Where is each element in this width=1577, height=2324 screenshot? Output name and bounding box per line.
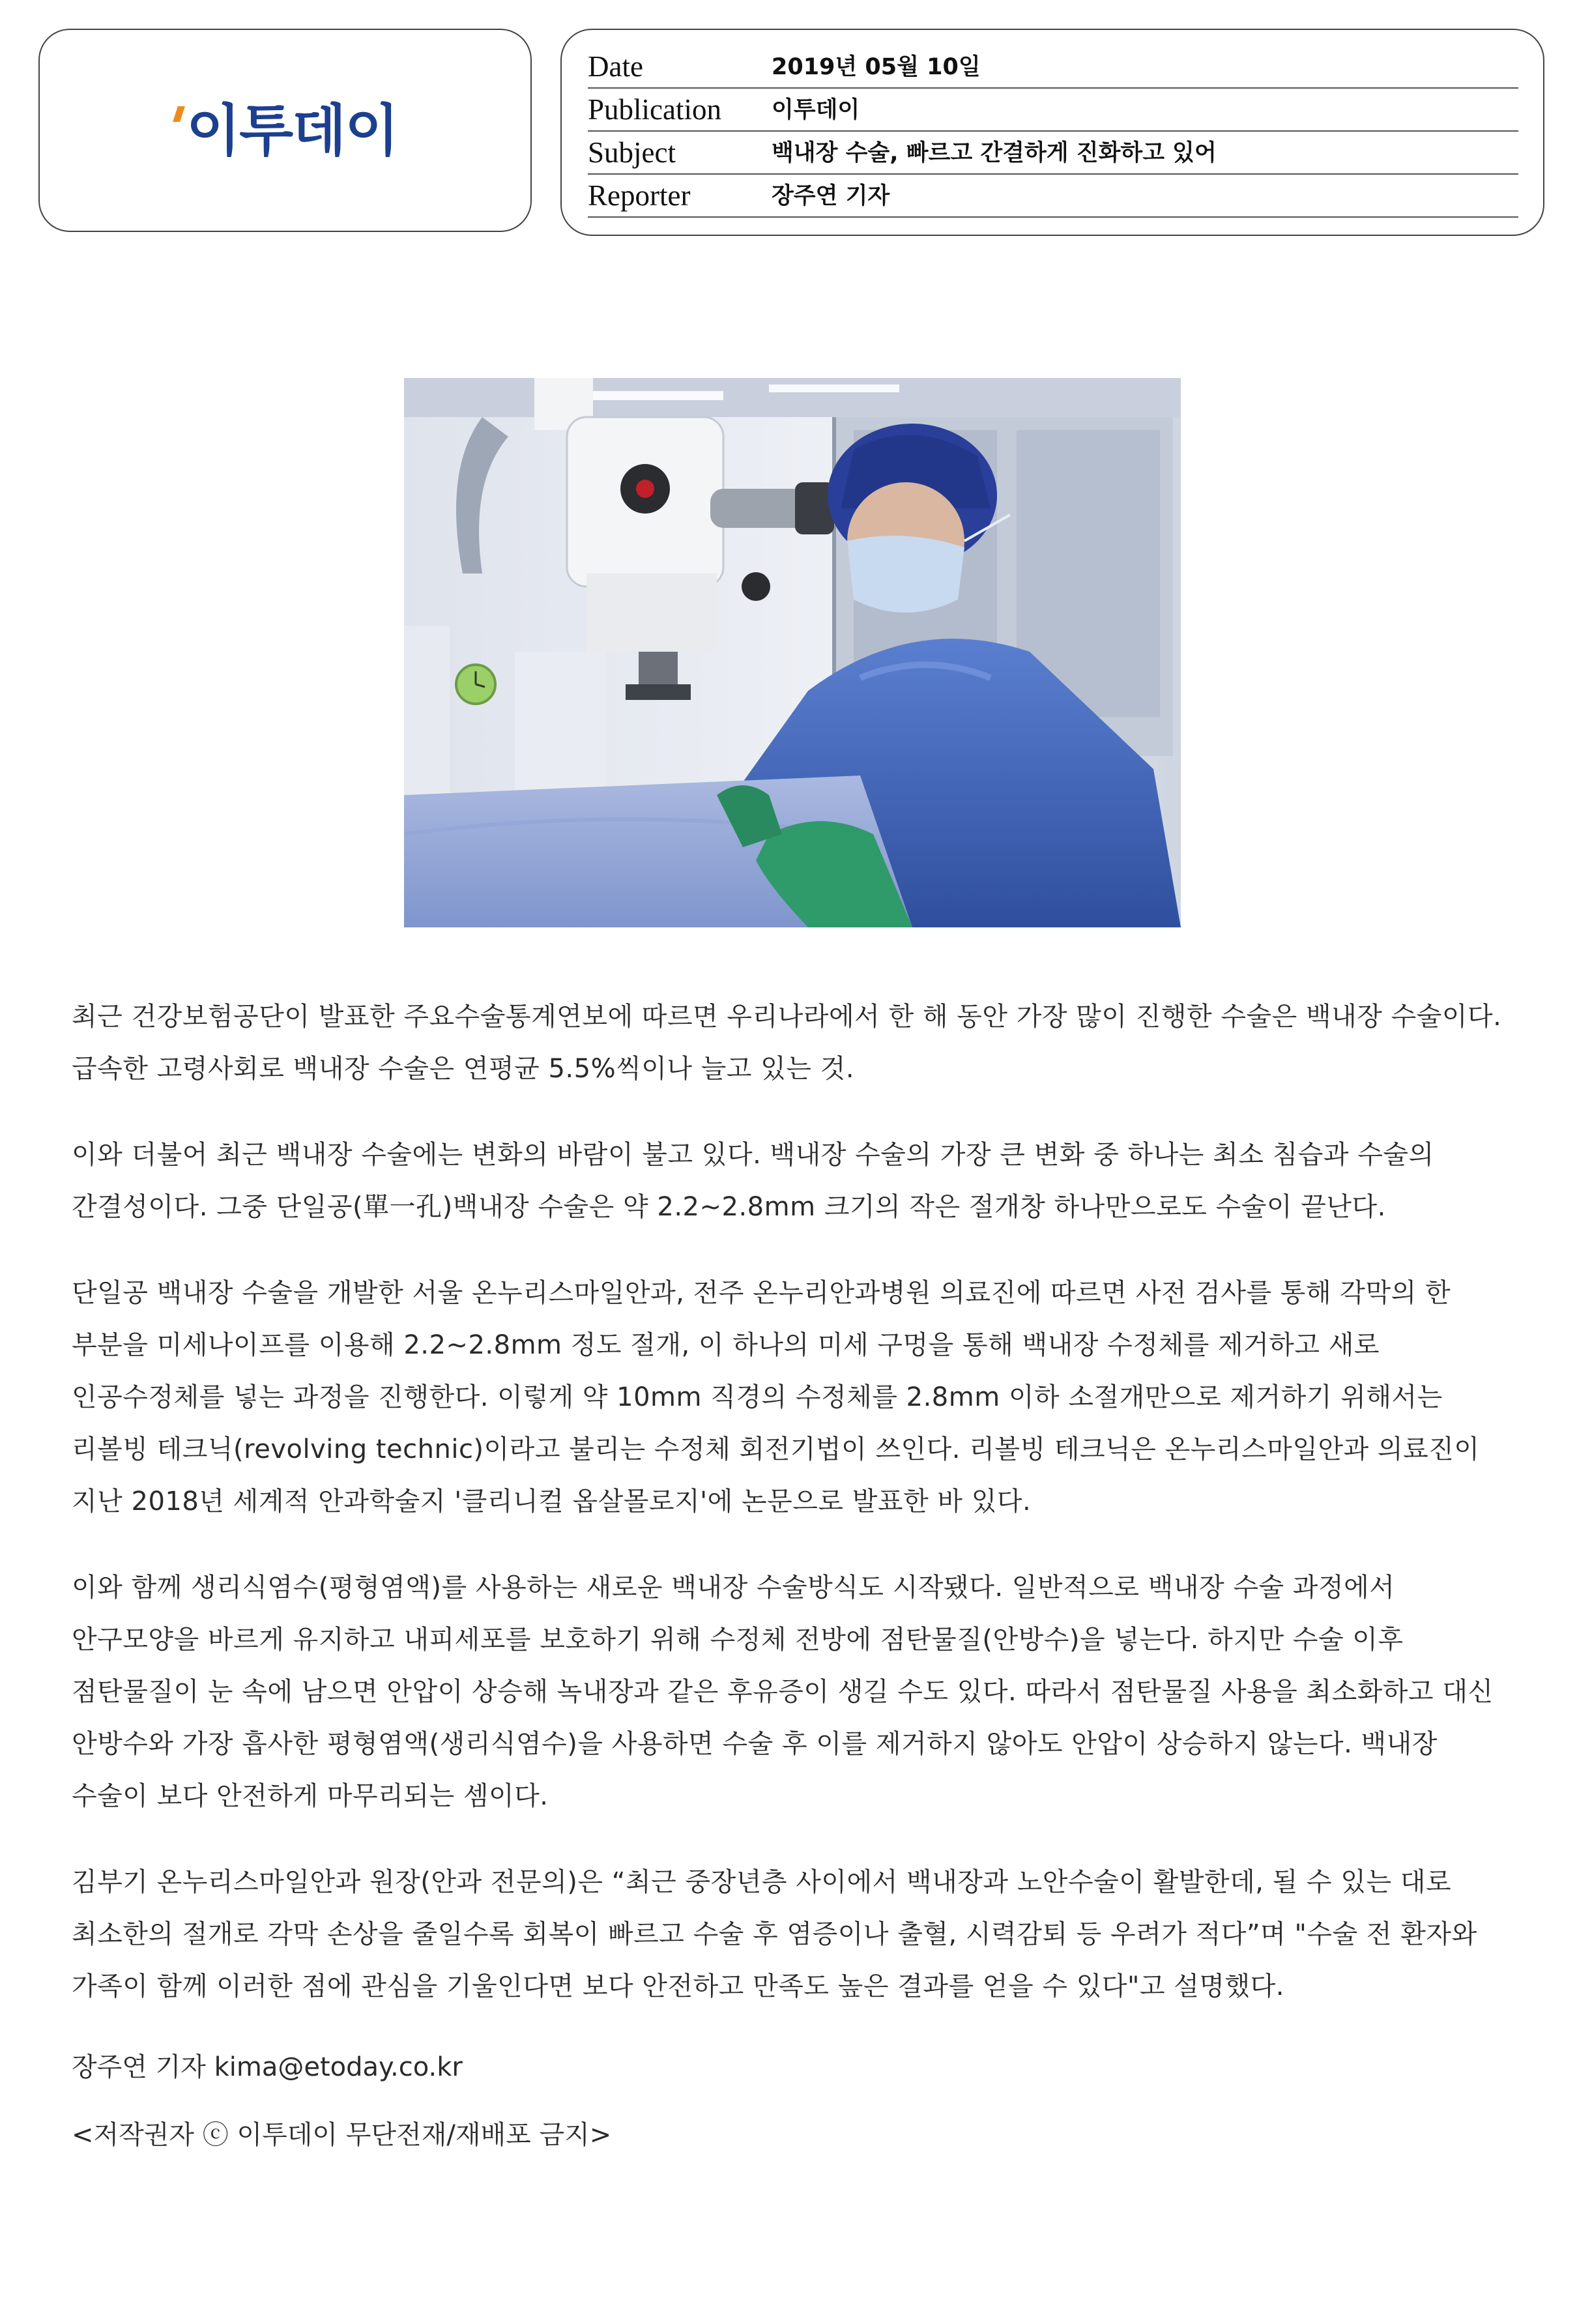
meta-value-subject: 백내장 수술, 빠르고 간결하게 진화하고 있어 [772,140,1217,166]
meta-value-reporter: 장주연 기자 [772,183,890,209]
meta-label: Subject [588,136,676,169]
article-paragraph: 이와 더불어 최근 백내장 수술에는 변화의 바람이 불고 있다. 백내장 수술의 가장 큰 변화 중 하나는 최소 침습과 수술의 간결성이다. 그중 단일공(單一孔)백내장 수술은 약 2.2~2.8mm 크기의 작은 절개창 하나만으로도 수술이 끝난다. [72,1140,1434,1222]
article-paragraph: 김부기 온누리스마일안과 원장(안과 전문의)은 “최근 중장년층 사이에서 백내장과 노안수술이 활발한데, 될 수 있는 대로 최소한의 절개로 각막 손상을 줄일수록 회복이 빠르고 수술 후 염증이나 출혈, 시력감퇴 등 우려가 적다”며 "수술 전 환자와 가족이 함께 이러한 점에 관심을 기울인다면 보다 안전하고 만족도 높은 결과를 얻을 수 있다"고 설명했다. [72,1867,1477,2001]
meta-label: Reporter [588,179,691,212]
surgeon-microscope-illustration [404,378,1181,927]
meta-row-date [588,46,1518,89]
meta-row-reporter [588,175,1518,218]
article-photo [404,378,1181,927]
article-paragraph: 최근 건강보험공단이 발표한 주요수술통계연보에 따르면 우리나라에서 한 해 동안 가장 많이 진행한 수술은 백내장 수술이다. 급속한 고령사회로 백내장 수술은 연평균 5.5%씩이나 늘고 있는 것. [72,1002,1502,1084]
publication-logo [175,98,398,164]
logo-accent-mark [173,106,185,122]
article-metadata-box [560,29,1544,236]
meta-row-publication [588,89,1518,132]
meta-label: Date [588,50,643,83]
article-paragraph: 단일공 백내장 수술을 개발한 서울 온누리스마일안과, 전주 온누리안과병원 의료진에 따르면 사전 검사를 통해 각막의 한 부분을 미세나이프를 이용해 2.2~2.8mm 정도 절개, 이 하나의 미세 구멍을 통해 백내장 수정체를 제거하고 새로 인공수정체를 넣는 과정을 진행한다. 이렇게 약 10mm 직경의 수정체를 2.8mm 이하 소절개만으로 제거하기 위해서는 리볼빙 테크닉(revolving technic)이라고 불리는 수정체 회전기법이 쓰인다. 리볼빙 테크닉은 온누리스마일안과 의료진이 지난 2018년 세계적 안과학술지 '클리니컬 옵살몰로지'에 논문으로 발표한 바 있다. [72,1278,1480,1517]
article-body [72,991,1515,2156]
article-paragraph: 이와 함께 생리식염수(평형염액)를 사용하는 새로운 백내장 수술방식도 시작됐다. 일반적으로 백내장 수술 과정에서 안구모양을 바르게 유지하고 내피세포를 보호하기 위해 수정체 전방에 점탄물질(안방수)을 넣는다. 하지만 수술 이후 점탄물질이 눈 속에 남으면 안압이 상승해 녹내장과 같은 후유증이 생길 수도 있다. 따라서 점탄물질 사용을 최소화하고 대신 안방수와 가장 흡사한 평형염액(생리식염수)을 사용하면 수술 후 이를 제거하지 않아도 안압이 상승하지 않는다. 백내장 수술이 보다 안전하게 마무리되는 셈이다. [72,1573,1494,1811]
article-byline: 장주연 기자 kima@etoday.co.kr [72,2052,463,2082]
logo-box [38,29,532,232]
meta-value-publication: 이투데이 [772,97,860,123]
meta-value-date: 2019년 05월 10일 [772,54,981,80]
copyright-notice: <저작권자 ⓒ 이투데이 무단전재/재배포 금지> [72,2120,612,2150]
meta-label: Publication [588,93,721,126]
meta-row-subject [588,132,1518,175]
logo-text: 이투데이 [186,98,398,164]
